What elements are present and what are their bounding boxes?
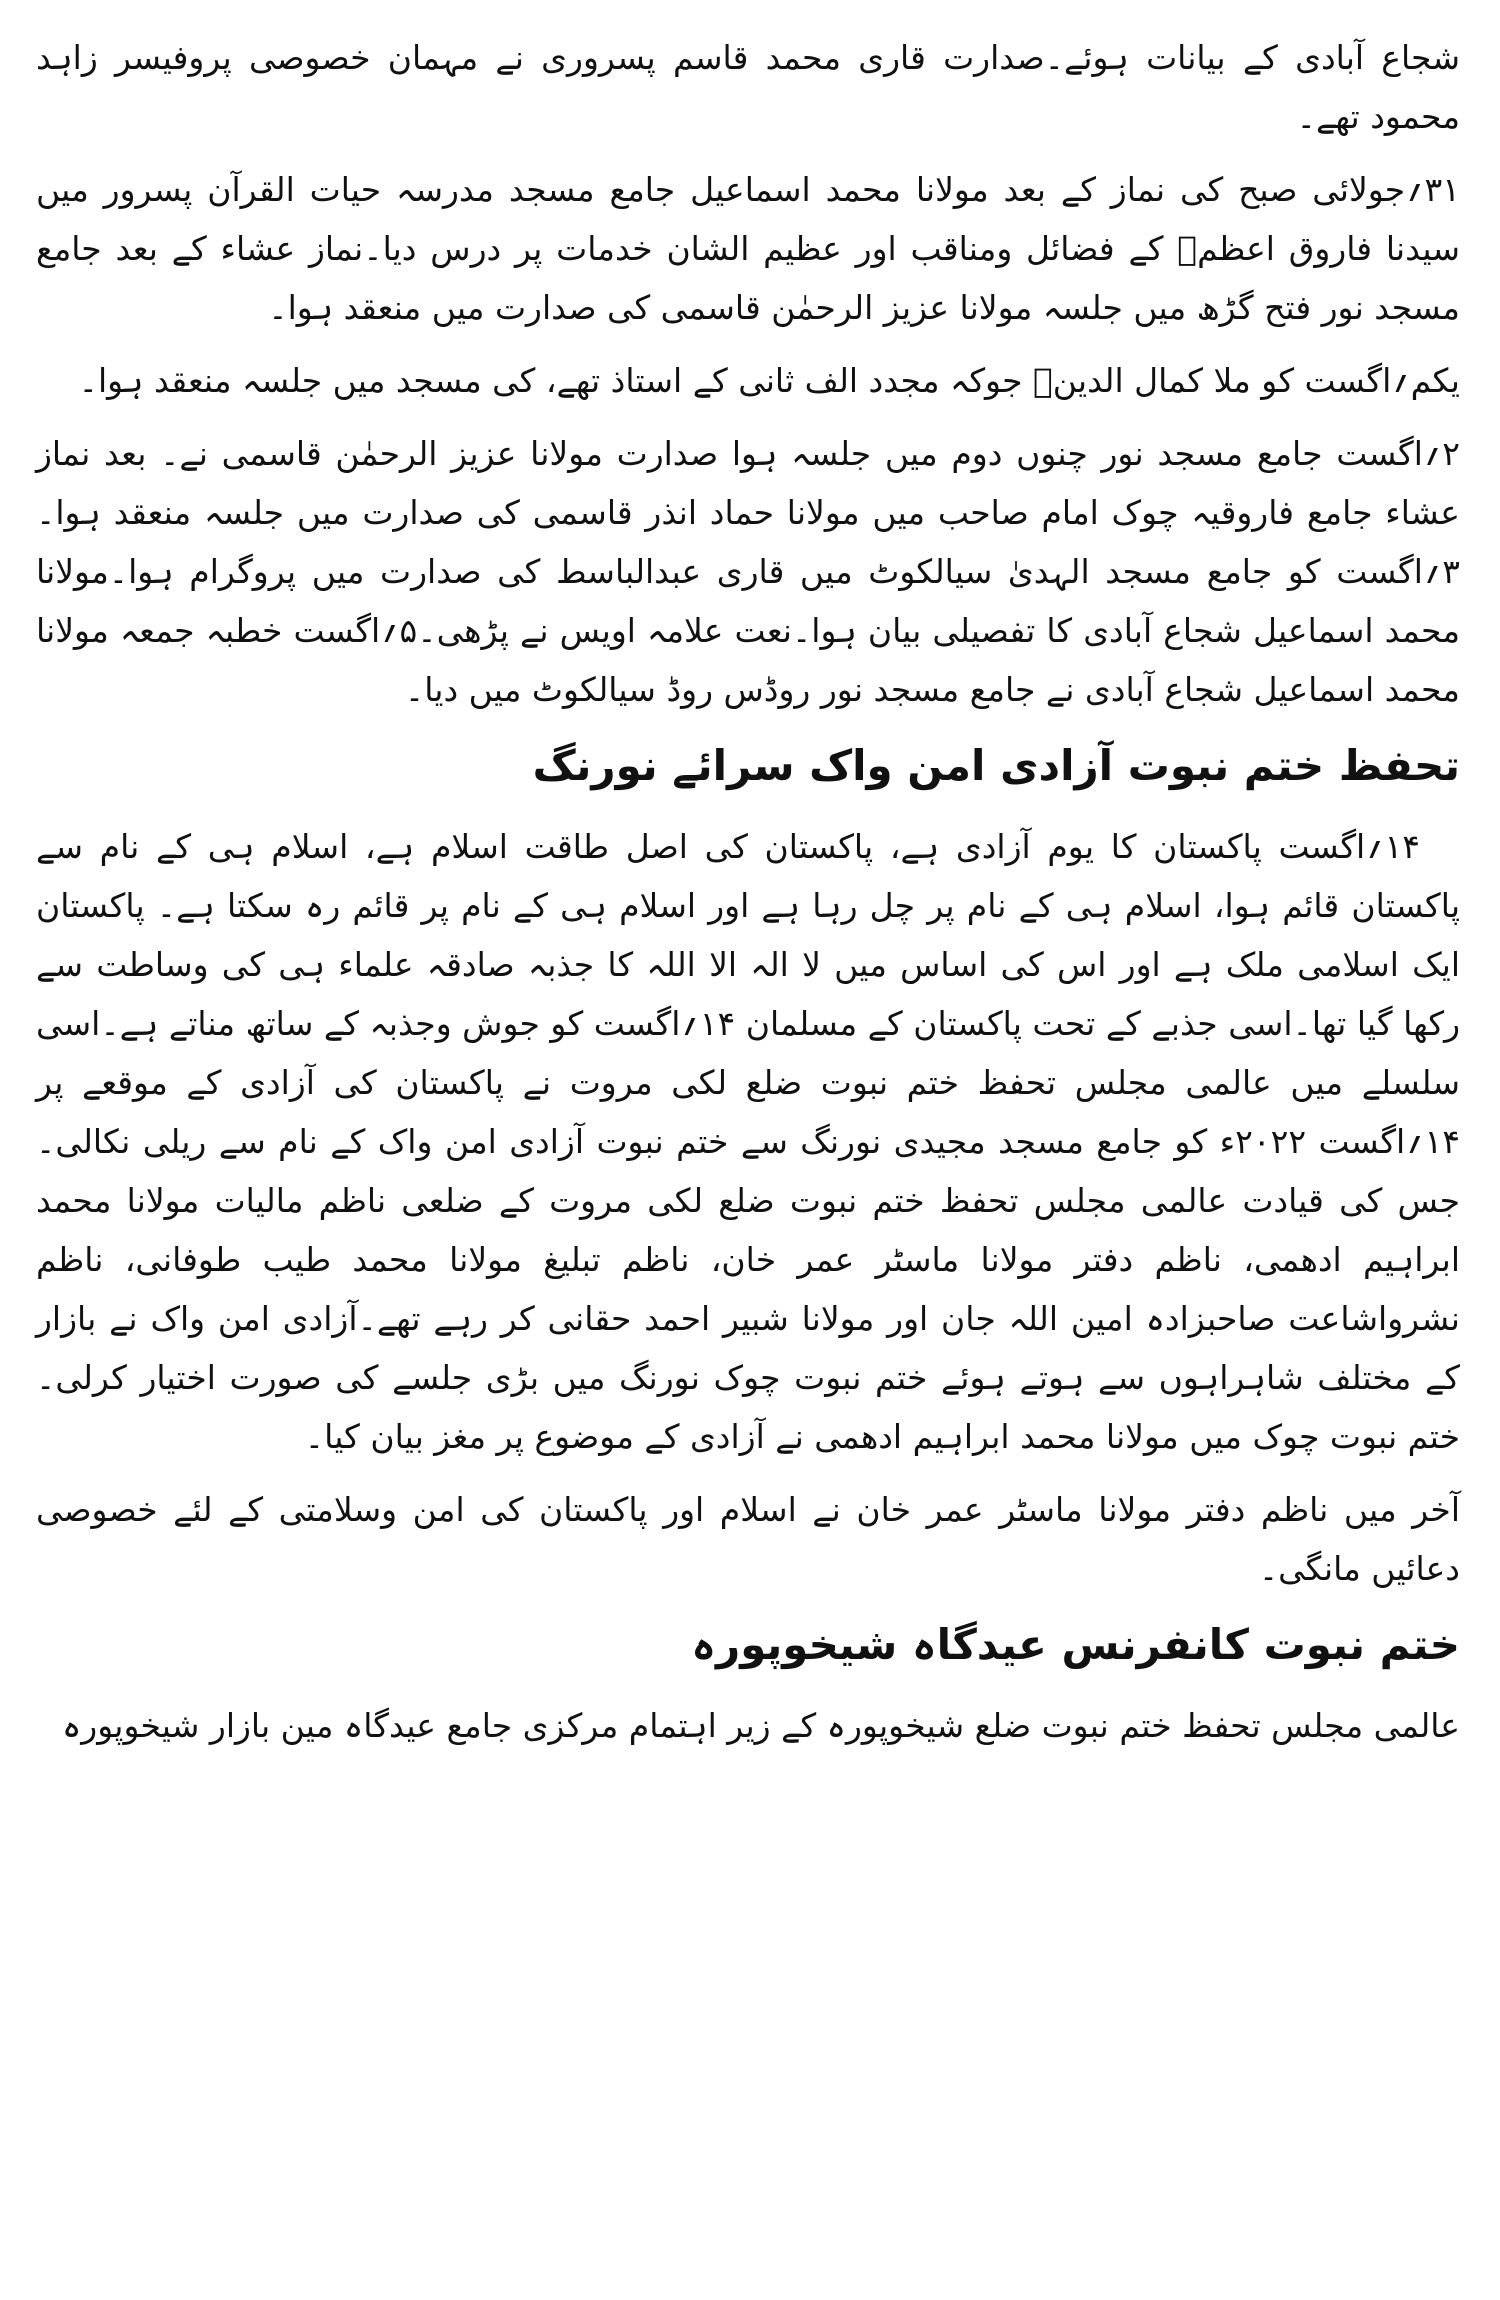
paragraph-2-august: ۲؍اگست جامع مسجد نور چنوں دوم میں جلسہ ہوا صدارت مولانا عزیز الرحمٰن قاسمی نے۔ بعد نماز عشاء جامع فاروقیہ چوک امام صاحب میں مولانا حماد انذر قاسمی کی صدارت میں جلسہ منعقد ہوا۔۳؍اگست کو جامع مسجد الہدیٰ سیالکوٹ میں قاری عبدالباسط کی صدارت میں پروگرام ہوا۔مولانا محمد اسماعیل شجاع آبادی کا تفصیلی بیان ہوا۔نعت علامہ اویس نے پڑھی۔۵؍اگست خطبہ جمعہ مولانا محمد اسماعیل شجاع آبادی نے جامع مسجد نور روڈس روڈ سیالکوٹ میں دیا۔ (36, 434, 1461, 709)
paragraph-dua: آخر میں ناظم دفتر مولانا ماسٹر عمر خان نے اسلام اور پاکستان کی امن وسلامتی کے لئے خصوصی دعائیں مانگی۔ (36, 1490, 1460, 1588)
paragraph-14-august: ۱۴؍اگست پاکستان کا یوم آزادی ہے، پاکستان کی اصل طاقت اسلام ہے، اسلام ہی کے نام سے پاکستان قائم ہوا، اسلام ہی کے نام پر چل رہا ہے اور اسلام ہی کے نام پر قائم رہ سکتا ہے۔ پاکستان ایک اسلامی ملک ہے اور اس کی اساس میں لا الہ الا اللہ کا جذبہ صادقہ علماء ہی کی وساطت سے رکھا گیا تھا۔اسی جذبے کے تحت پاکستان کے مسلمان ۱۴؍اگست کو جوش وجذبہ کے ساتھ مناتے ہے۔اسی سلسلے میں عالمی مجلس تحفظ ختم نبوت ضلع لکی مروت نے پاکستان کی آزادی کے موقعے پر ۱۴؍اگست ۲۰۲۲ء کو جامع مسجد مجیدی نورنگ سے ختم نبوت آزادی امن واک کے نام سے ریلی نکالی۔جس کی قیادت عالمی مجلس تحفظ ختم نبوت ضلع لکی مروت کے ضلعی ناظم مالیات مولانا محمد ابراہیم ادھمی، ناظم دفتر مولانا ماسٹر عمر خان، ناظم تبلیغ مولانا محمد طیب طوفانی، ناظم نشرواشاعت صاحبزادہ امین اللہ جان اور مولانا شبیر احمد حقانی کر رہے تھے۔آزادی امن واک نے بازار کے مختلف شاہراہوں سے ہوتے ہوئے ختم نبوت چوک نورنگ میں بڑی جلسے کی صورت اختیار کرلی۔ختم نبوت چوک میں مولانا محمد ابراہیم ادھمی نے آزادی کے موضوع پر مغز بیان کیا۔ (36, 827, 1460, 1456)
heading-eidgah-conference: ختم نبوت کانفرنس عیدگاہ شیخوپورہ (691, 1620, 1460, 1669)
heading-aman-walk: تحفظ ختم نبوت آزادی امن واک سرائے نورنگ (532, 741, 1460, 790)
paragraph-31-july: ۳۱؍جولائی صبح کی نماز کے بعد مولانا محمد اسماعیل جامع مسجد مدرسہ حیات القرآن پسرور میں سیدنا فاروق اعظمؓ کے فضائل ومناقب اور عظیم الشان خدمات پر درس دیا۔نماز عشاء کے بعد جامع مسجد نور فتح گڑھ میں جلسہ مولانا عزیز الرحمٰن قاسمی کی صدارت میں منعقد ہوا۔ (36, 170, 1460, 327)
paragraph-bayanat: شجاع آبادی کے بیانات ہوئے۔صدارت قاری محمد قاسم پسروری نے مہمان خصوصی پروفیسر زاہد محمود تھے۔ (36, 38, 1460, 136)
paragraph-sheikhupura: عالمی مجلس تحفظ ختم نبوت ضلع شیخوپورہ کے زیر اہتمام مرکزی جامع عیدگاہ مین بازار شیخوپورہ (61, 1706, 1460, 1745)
paragraph-1-august: یکم؍اگست کو ملا کمال الدینؒ جوکہ مجدد الف ثانی کے استاذ تھے، کی مسجد میں جلسہ منعقد ہوا۔ (78, 361, 1460, 400)
